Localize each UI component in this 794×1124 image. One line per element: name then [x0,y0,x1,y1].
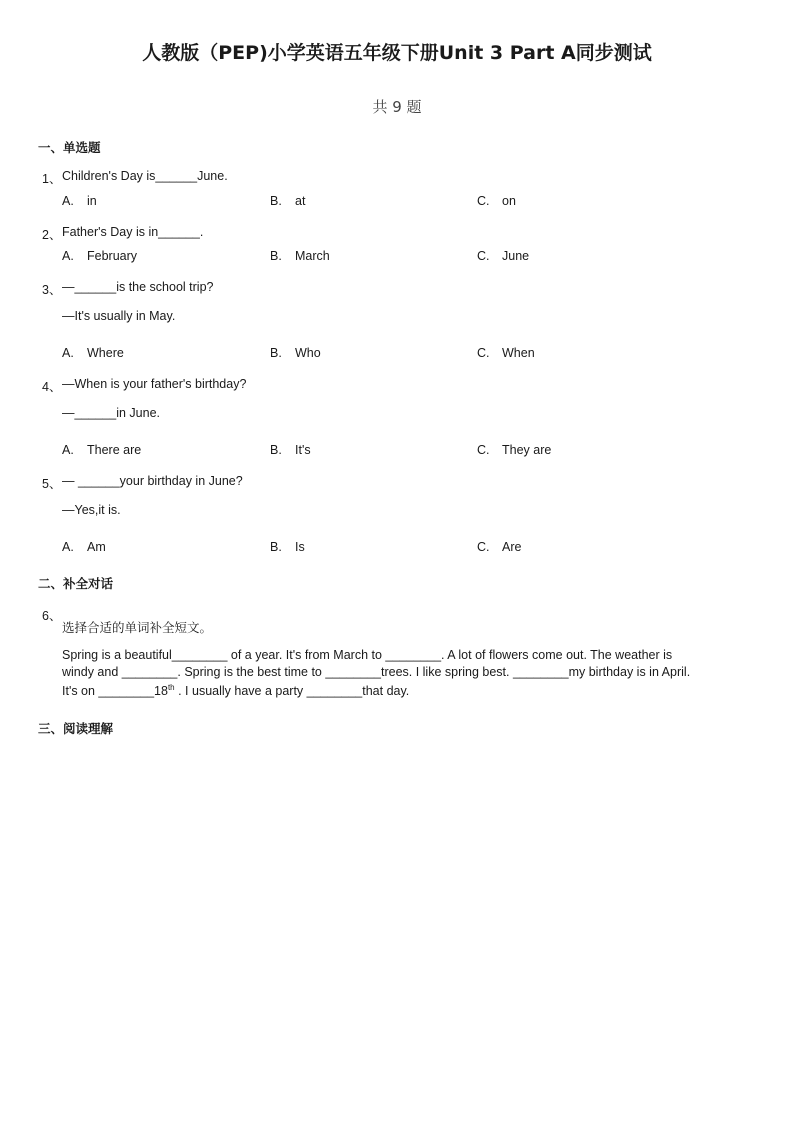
question-number: 2、 [42,228,62,242]
option-letter: B. [270,194,282,208]
option-c[interactable] [477,194,516,208]
question-text: Children's Day is______June. [62,169,228,183]
option-letter: A. [62,249,74,263]
option-letter: A. [62,194,74,208]
cloze-passage [62,647,712,700]
question-number: 1、 [42,172,62,186]
option-letter: C. [477,540,490,554]
passage-text: . I usually have a party ________that day. [174,684,410,699]
option-text: Who [295,346,321,360]
option-letter: A. [62,443,74,457]
passage-line: windy and ________. Spring is the best time to ________trees. I like spring best. ________my birthday is in April. [62,664,691,679]
question-number: 3、 [42,283,62,297]
option-a[interactable] [62,249,137,263]
option-text: When [502,346,535,360]
option-letter: B. [270,346,282,360]
question-number: 4、 [42,380,62,394]
passage-line: Spring is a beautiful________ of a year. It's from March to ________. A lot of flowers come out. The weather is [62,648,673,662]
question-text: —______is the school trip? [62,280,214,294]
section-heading-single-choice: 一、单选题 [38,140,101,155]
option-c[interactable] [477,443,551,457]
option-letter: A. [62,540,74,554]
section-heading-reading: 三、阅读理解 [38,721,114,736]
option-text: Is [295,540,305,554]
option-a[interactable] [62,540,106,554]
question-count: 共 9 题 [372,98,422,116]
option-c[interactable] [477,346,535,360]
passage-line [62,680,712,700]
section-heading-complete-dialogue: 二、补全对话 [38,576,114,591]
option-b[interactable] [270,346,321,360]
option-b[interactable] [270,194,305,208]
option-letter: B. [270,249,282,263]
option-c[interactable] [477,540,521,554]
option-a[interactable] [62,443,141,457]
option-text: on [502,194,516,208]
option-text: Where [87,346,124,360]
option-c[interactable] [477,249,529,263]
option-letter: A. [62,346,74,360]
question-text: —Yes,it is. [62,503,121,517]
question-text: — ______your birthday in June? [62,474,243,488]
question-instruction: 选择合适的单词补全短文。 [62,621,213,635]
passage-text: It's on ________18 [62,684,168,699]
option-a[interactable] [62,194,97,208]
option-text: They are [502,443,552,457]
option-text: There are [87,443,142,457]
option-letter: B. [270,540,282,554]
option-text: at [295,194,306,208]
question-number: 6、 [42,609,62,623]
option-text: in [87,194,97,208]
question-number: 5、 [42,477,62,491]
option-letter: B. [270,443,282,457]
option-text: It's [295,443,311,457]
option-text: Are [502,540,522,554]
question-text: Father's Day is in______. [62,225,204,239]
option-letter: C. [477,194,490,208]
option-text: March [295,249,330,263]
page-title: 人教版（PEP)小学英语五年级下册Unit 3 Part A同步测试 [142,42,652,64]
option-b[interactable] [270,443,311,457]
option-letter: C. [477,346,490,360]
question-text: —______in June. [62,406,160,420]
option-letter: C. [477,443,490,457]
option-text: February [87,249,138,263]
question-text: —When is your father's birthday? [62,377,247,391]
question-text: —It's usually in May. [62,309,176,323]
option-a[interactable] [62,346,124,360]
option-text: June [502,249,530,263]
option-b[interactable] [270,249,330,263]
ordinal-suffix: th [167,683,175,692]
option-letter: C. [477,249,490,263]
option-text: Am [87,540,106,554]
option-b[interactable] [270,540,305,554]
